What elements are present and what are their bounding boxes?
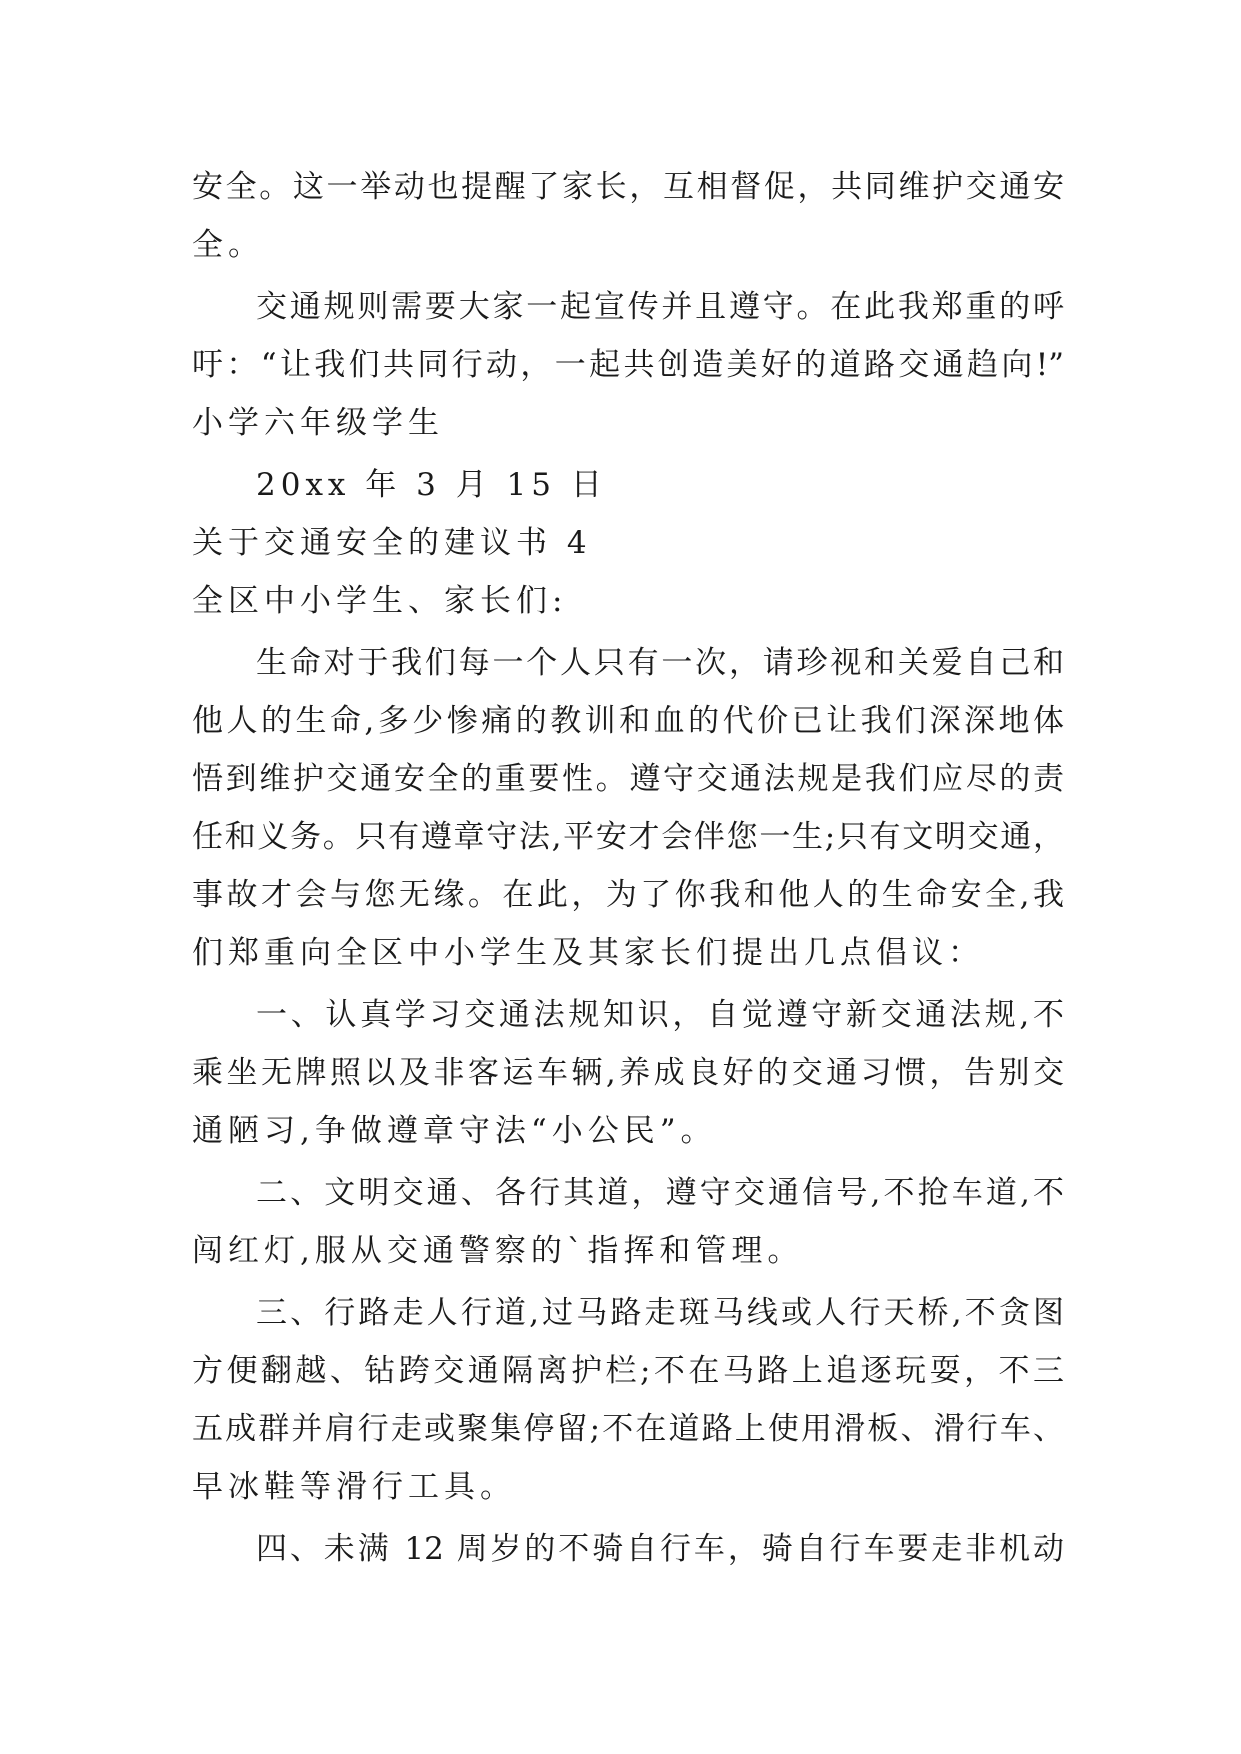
salutation-line: 全区中小学生、家长们: [192,583,568,619]
paragraph-start-line: 生命对于我们每一个人只有一次，请珍视和关爱自己和 [256,645,1064,681]
text-line: 方便翻越、钻跨交通隔离护栏;不在马路上追逐玩耍，不三 [192,1353,1064,1389]
paragraph-start-line: 四、未满 12 周岁的不骑自行车，骑自行车要走非机动 [256,1531,1064,1567]
text-line: 吁：“让我们共同行动，一起共创造美好的道路交通趋向!” [192,347,1064,383]
date-line: 20xx 年 3 月 15 日 [256,467,607,503]
text-line: 事故才会与您无缘。在此，为了你我和他人的生命安全,我 [192,877,1064,913]
text-line: 早冰鞋等滑行工具。 [192,1469,516,1505]
paragraph-start-line: 一、认真学习交通法规知识，自觉遵守新交通法规,不 [256,997,1064,1033]
text-line: 们郑重向全区中小学生及其家长们提出几点倡议： [192,935,984,971]
paragraph-start-line: 三、行路走人行道,过马路走斑马线或人行天桥,不贪图 [256,1295,1064,1331]
text-line: 他人的生命,多少惨痛的教训和血的代价已让我们深深地体 [192,703,1064,739]
text-line: 悟到维护交通安全的重要性。遵守交通法规是我们应尽的责 [192,761,1064,797]
signature-line: 小学六年级学生 [192,405,444,441]
paragraph-start-line: 交通规则需要大家一起宣传并且遵守。在此我郑重的呼 [256,289,1064,325]
text-line: 全。 [192,227,264,263]
text-line: 通陋习,争做遵章守法“小公民”。 [192,1113,717,1149]
text-line: 五成群并肩行走或聚集停留;不在道路上使用滑板、滑行车、 [192,1411,1064,1447]
text-line: 乘坐无牌照以及非客运车辆,养成良好的交通习惯，告别交 [192,1055,1064,1091]
section-title: 关于交通安全的建议书 4 [192,525,592,561]
text-line: 闯红灯,服从交通警察的`指挥和管理。 [192,1233,804,1269]
paragraph-start-line: 二、文明交通、各行其道，遵守交通信号,不抢车道,不 [256,1175,1064,1211]
text-line: 安全。这一举动也提醒了家长，互相督促，共同维护交通安 [192,169,1064,205]
text-line: 任和义务。只有遵章守法,平安才会伴您一生;只有文明交通， [192,819,1064,855]
document-page [192,158,1064,1578]
